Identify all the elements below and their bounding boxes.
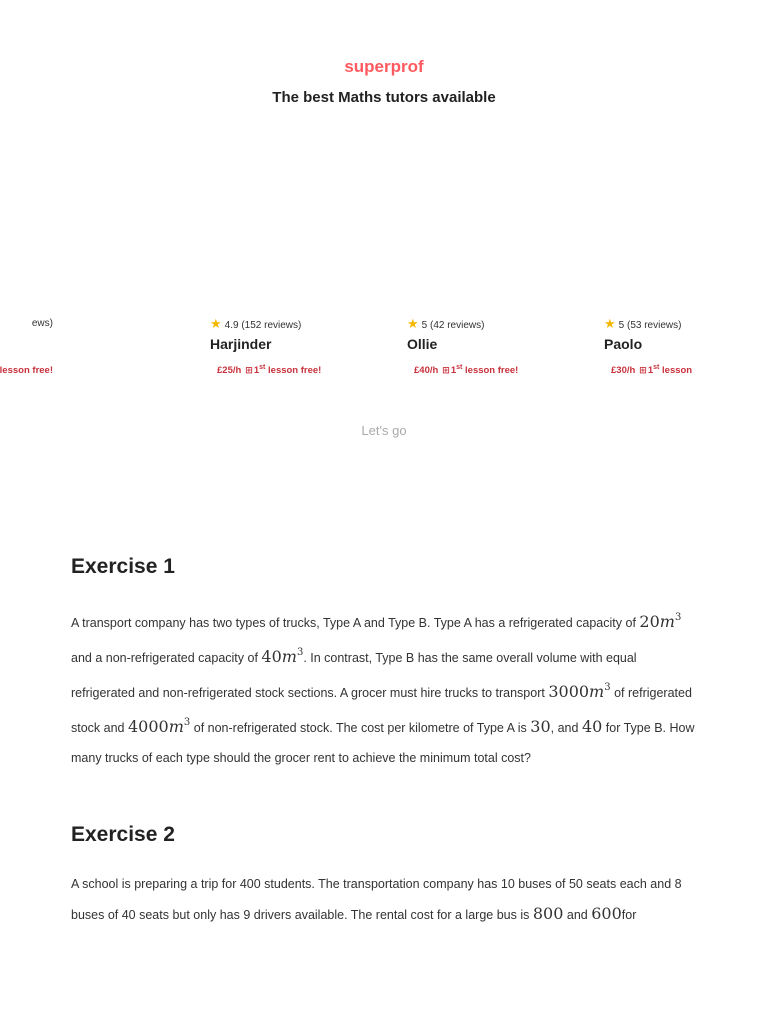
tutor-name: Harjinder bbox=[210, 336, 272, 352]
star-icon: ★ bbox=[604, 316, 616, 331]
tutor-name bbox=[0, 336, 53, 354]
exercise-text: A school is preparing a trip for 400 students. The transportation company has 10 buses of 50 seats each and 8 buses of 40 seats but only has 9 drivers available. The rental cost for a large bus is 800 and 600for bbox=[71, 877, 682, 923]
first-sup: st bbox=[259, 364, 266, 371]
tutor-price: £25/h bbox=[217, 365, 242, 376]
gift-icon: ⊞ bbox=[245, 365, 253, 375]
exercise-text: A transport company has two types of trucks, Type A and Type B. Type A has a refrigerated capacity of $20m^3$ and a non-refrigerated capacity of $40m^3$. In contrast, Type B has the same overall volume with equal refrigerated and non-refrigerated stock sections. A grocer must hire trucks to transport $3000m^3$ of refrigerated stock and $4000m^3$ of non-refrigerated stock. The cost per kilometre of Type A is 30, and 40 for Type B. How many trucks of each type should the grocer rent to achieve the minimum total cost? bbox=[71, 612, 695, 765]
tutor-card[interactable] bbox=[604, 316, 768, 376]
lesson-text: lesson bbox=[662, 365, 693, 376]
brand-logo[interactable]: superprof bbox=[344, 57, 424, 76]
gift-icon: ⊞ bbox=[442, 365, 450, 375]
gift-icon: ⊞ bbox=[639, 365, 647, 375]
tutor-name: Paolo bbox=[604, 336, 643, 352]
tutor-rating bbox=[604, 316, 768, 332]
math-value: $4000m^3$ bbox=[128, 717, 191, 736]
math-value: 800 bbox=[532, 904, 564, 923]
tutor-price-line bbox=[210, 364, 395, 376]
rating-text: 5 (53 reviews) bbox=[618, 320, 682, 331]
tutor-rating bbox=[407, 316, 592, 332]
exercise-title: Exercise 1 bbox=[71, 555, 175, 578]
tutor-card[interactable] bbox=[0, 316, 53, 376]
rating-text: 5 (42 reviews) bbox=[421, 320, 485, 331]
math-value: 30 bbox=[530, 717, 551, 736]
star-icon: ★ bbox=[407, 316, 419, 331]
lesson-text: lesson free! bbox=[0, 365, 53, 376]
math-value: $20m^3$ bbox=[639, 612, 682, 631]
tutor-name: Ollie bbox=[407, 336, 438, 352]
rating-text: 4.9 (152 reviews) bbox=[224, 320, 302, 331]
tutor-carousel bbox=[0, 316, 768, 386]
first-num: 1 bbox=[647, 365, 654, 376]
math-value: 40 bbox=[581, 717, 603, 736]
math-value: 600 bbox=[591, 904, 622, 923]
first-num: 1 bbox=[253, 365, 260, 376]
math-value: $40m^3$ bbox=[261, 647, 304, 666]
lesson-text: lesson free! bbox=[268, 365, 322, 376]
math-value: $3000m^3$ bbox=[548, 682, 611, 701]
star-icon: ★ bbox=[210, 316, 222, 331]
tutor-price: £40/h bbox=[414, 365, 439, 376]
tutor-rating bbox=[210, 316, 395, 332]
first-sup: st bbox=[653, 364, 660, 371]
tutor-price-line bbox=[0, 364, 53, 376]
tutor-price-line bbox=[407, 364, 592, 376]
tutor-card[interactable] bbox=[210, 316, 395, 376]
tutor-price: £30/h bbox=[611, 365, 636, 376]
first-num: 1 bbox=[450, 365, 457, 376]
exercise-title: Exercise 2 bbox=[71, 823, 175, 846]
lesson-text: lesson free! bbox=[465, 365, 519, 376]
tutor-card[interactable] bbox=[407, 316, 592, 376]
page-tagline: The best Maths tutors available bbox=[272, 89, 496, 106]
tutor-rating bbox=[0, 316, 53, 332]
rating-text: ews) bbox=[31, 318, 53, 329]
first-sup: st bbox=[456, 364, 463, 371]
lets-go-button[interactable]: Let's go bbox=[361, 423, 407, 438]
tutor-price-line bbox=[604, 364, 768, 376]
